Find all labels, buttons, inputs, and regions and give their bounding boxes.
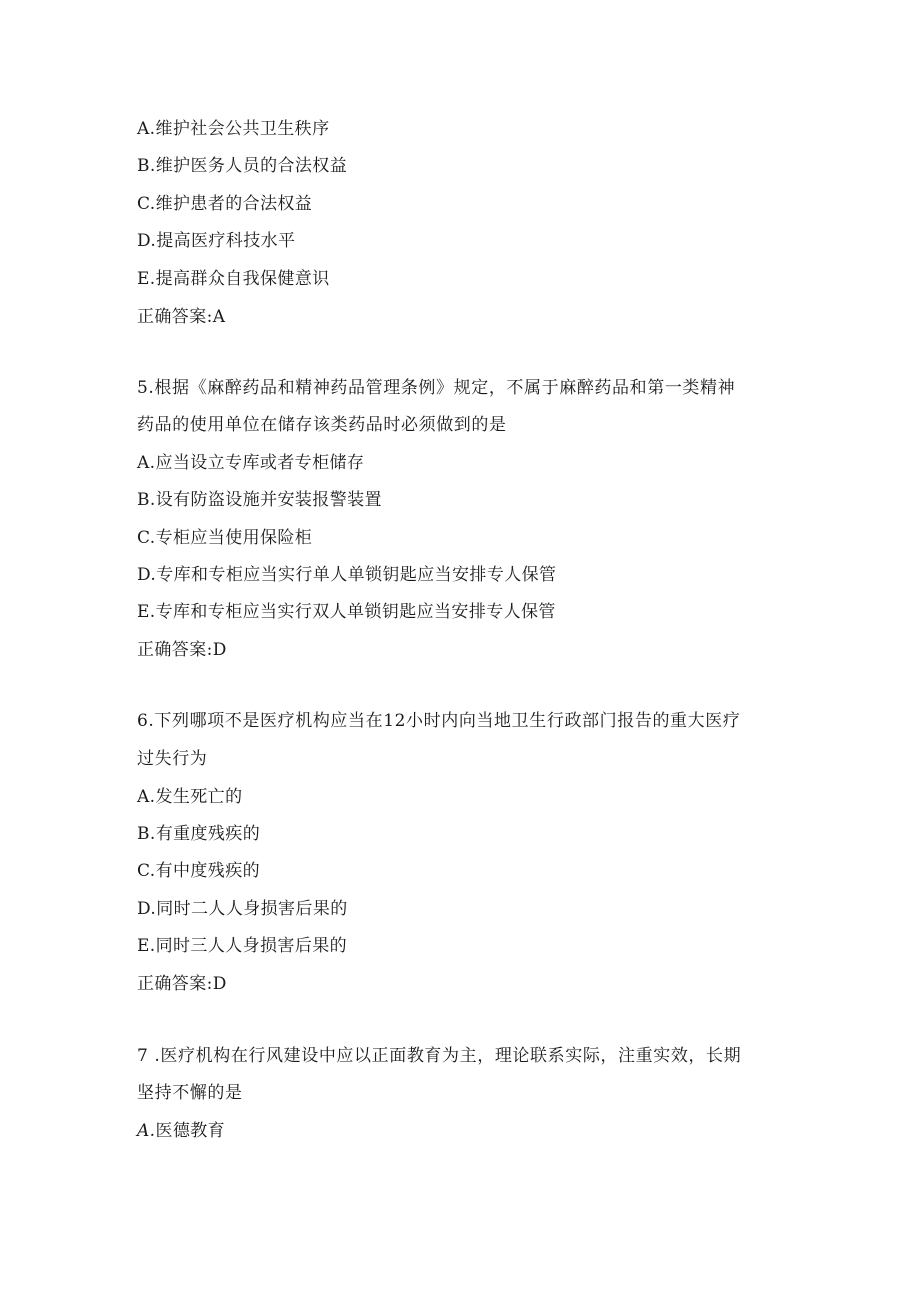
- q5-answer: 正确答案:D: [137, 640, 227, 660]
- q6-stem-line-1: 6.下列哪项不是医疗机构应当在12小时内向当地卫生行政部门报告的重大医疗: [137, 711, 741, 731]
- q6-option-a: A.发生死亡的: [137, 787, 243, 807]
- q5-stem-line-1: 5.根据《麻醉药品和精神药品管理条例》规定，不属于麻醉药品和第一类精神: [137, 378, 736, 398]
- q5-option-b: B.设有防盗设施并安装报警装置: [137, 490, 382, 510]
- q7-option-a-text: 医德教育: [155, 1121, 226, 1141]
- q6-option-d: D.同时二人人身损害后果的: [137, 899, 348, 919]
- q5-stem-line-2: 药品的使用单位在储存该类药品时必须做到的是: [137, 415, 507, 435]
- q4-answer: 正确答案:A: [137, 307, 226, 327]
- q4-option-e: E.提高群众自我保健意识: [137, 269, 330, 289]
- q5-option-d: D.专库和专柜应当实行单人单锁钥匙应当安排专人保管: [137, 565, 557, 585]
- q6-answer: 正确答案:D: [137, 974, 227, 994]
- q4-option-c: C.维护患者的合法权益: [137, 194, 313, 214]
- q5-option-e: E.专库和专柜应当实行双人单锁钥匙应当安排专人保管: [137, 602, 556, 622]
- q6-option-c: C.有中度残疾的: [137, 861, 261, 881]
- q6-stem-line-2: 过失行为: [137, 749, 208, 769]
- q7-option-a: [137, 1120, 225, 1142]
- q4-option-b: B.维护医务人员的合法权益: [137, 156, 348, 176]
- q7-stem-line-1: 7 .医疗机构在行风建设中应以正面教育为主，理论联系实际，注重实效，长期: [137, 1046, 742, 1066]
- q5-option-c: C.专柜应当使用保险柜: [137, 528, 313, 548]
- q7-stem-line-2: 坚持不懈的是: [137, 1083, 243, 1103]
- q4-option-a: A.维护社会公共卫生秩序: [137, 119, 330, 139]
- q5-option-a: A.应当设立专库或者专柜储存: [137, 453, 365, 473]
- q6-option-b: B.有重度残疾的: [137, 824, 261, 844]
- q7-option-a-letter: A.: [137, 1121, 156, 1141]
- q6-option-e: E.同时三人人身损害后果的: [137, 936, 348, 956]
- q4-option-d: D.提高医疗科技水平: [137, 231, 296, 251]
